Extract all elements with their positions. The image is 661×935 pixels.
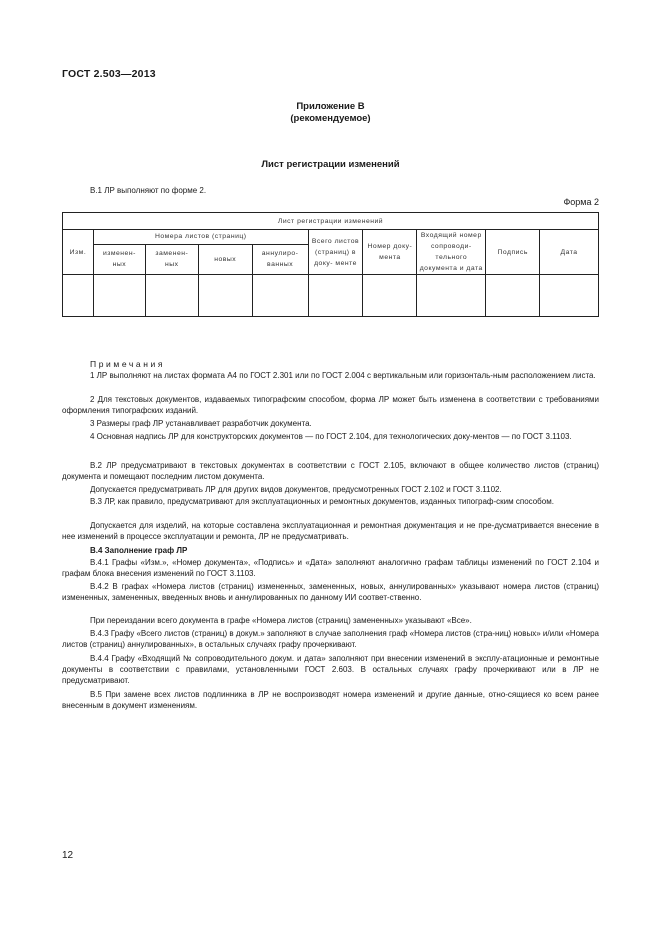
- table-cell: [252, 275, 308, 317]
- note-4: 4 Основная надпись ЛР для конструкторских документов — по ГОСТ 2.104, для технологических доку-ментов — по ГОСТ 3.1103.: [90, 432, 572, 441]
- page-number: 12: [62, 850, 74, 861]
- paragraph-b1: В.1 ЛР выполняют по форме 2.: [90, 186, 207, 195]
- form-label: Форма 2: [563, 197, 599, 207]
- notes-heading: Примечания: [90, 359, 166, 369]
- paragraph-b5: В.5 При замене всех листов подлинника в ЛР не воспроизводят номера изменений и другие данные, отно-сящиеся ко всем ранее внесенным в документ изменениям.: [62, 690, 599, 711]
- note-2: 2 Для текстовых документов, издаваемых типографским способом, форма ЛР может быть изменена в соответствии с требованиями оформления типографских изданий.: [62, 395, 599, 416]
- table-cell: [486, 275, 540, 317]
- section-b4-heading: В.4 Заполнение граф ЛР: [90, 546, 188, 555]
- section-title: Лист регистрации изменений: [261, 159, 400, 170]
- header-izm: Изм.: [63, 230, 94, 275]
- header-cancelled: аннулиро- ванных: [252, 244, 308, 274]
- header-total-sheets: Всего листов (страниц) в доку- менте: [308, 230, 363, 275]
- table-cell: [308, 275, 363, 317]
- header-signature: Подпись: [486, 230, 540, 275]
- header-sheet-numbers: Номера листов (страниц): [93, 230, 308, 245]
- paragraph-b41: В.4.1 Графы «Изм.», «Номер документа», «Подпись» и «Дата» заполняют аналогично графам таблицы изменений по ГОСТ 2.104 и графам блока внесения изменений по ГОСТ 3.1103.: [62, 558, 599, 579]
- header-incoming-number: Входящий номер сопроводи- тельного документа и дата: [417, 230, 486, 275]
- table-cell: [198, 275, 252, 317]
- paragraph-b43: В.4.3 Графу «Всего листов (страниц) в докум.» заполняют в случае заполнения граф «Номера листов (стра-ниц) новых» и/или «Номера листов (страниц) аннулированных», в остальных случаях графу прочеркивают.: [62, 629, 599, 650]
- appendix-heading: [0, 101, 661, 125]
- table-cell: [63, 275, 94, 317]
- document-header: ГОСТ 2.503—2013: [62, 68, 156, 80]
- table-caption: Лист регистрации изменений: [63, 213, 599, 230]
- table-cell: [145, 275, 198, 317]
- table-cell: [540, 275, 599, 317]
- paragraph-b2: В.2 ЛР предусматривают в текстовых документах в соответствии с ГОСТ 2.105, включают в общее количество листов (страниц) документа и помещают последним листом документа.: [62, 461, 599, 482]
- paragraph-b3-extra: Допускается для изделий, на которые составлена эксплуатационная и ремонтная документация и не пре-дусматривается внесение в нее изменений в процессе эксплуатации и ремонта, ЛР не предусматривать.: [62, 521, 599, 542]
- header-date: Дата: [540, 230, 599, 275]
- paragraph-b2-extra: Допускается предусматривать ЛР для других видов документов, предусмотренных ГОСТ 2.102 и ГОСТ 3.1102.: [90, 485, 502, 494]
- table-cell: [363, 275, 417, 317]
- header-doc-number: Номер доку- мента: [363, 230, 417, 275]
- appendix-title: Приложение В: [296, 101, 365, 112]
- header-replaced: заменен- ных: [145, 244, 198, 274]
- paragraph-b42-extra: При переиздании всего документа в графе «Номера листов (страниц) замененных» указывают «Все».: [90, 616, 472, 625]
- note-1: 1 ЛР выполняют на листах формата А4 по ГОСТ 2.301 или по ГОСТ 2.004 с вертикальным или горизонталь-ным расположением листа.: [90, 371, 596, 380]
- appendix-subtitle: (рекомендуемое): [290, 113, 371, 124]
- table-cell: [93, 275, 145, 317]
- table-row: [63, 275, 599, 317]
- header-changed: изменен- ных: [93, 244, 145, 274]
- change-registration-table: [62, 212, 599, 317]
- paragraph-b44: В.4.4 Графу «Входящий № сопроводительного докум. и дата» заполняют при внесении изменений в эксплу-атационные и ремонтные документы в соответствии с правилами, установленными ГОСТ 2.603. В остальных случаях графу прочеркивают или в ЛР не предусматривают.: [62, 654, 599, 686]
- table-cell: [417, 275, 486, 317]
- paragraph-b3: В.3 ЛР, как правило, предусматривают для эксплуатационных и ремонтных документов, изданных типограф-ским способом.: [90, 497, 554, 506]
- header-new: новых: [198, 244, 252, 274]
- note-3: 3 Размеры граф ЛР устанавливает разработчик документа.: [90, 419, 312, 428]
- paragraph-b42: В.4.2 В графах «Номера листов (страниц) измененных, замененных, новых, аннулированных» указывают номера листов (страниц) измененных, замененных, введенных вновь и аннулированных по данному ИИ соответ-ственно.: [62, 582, 599, 603]
